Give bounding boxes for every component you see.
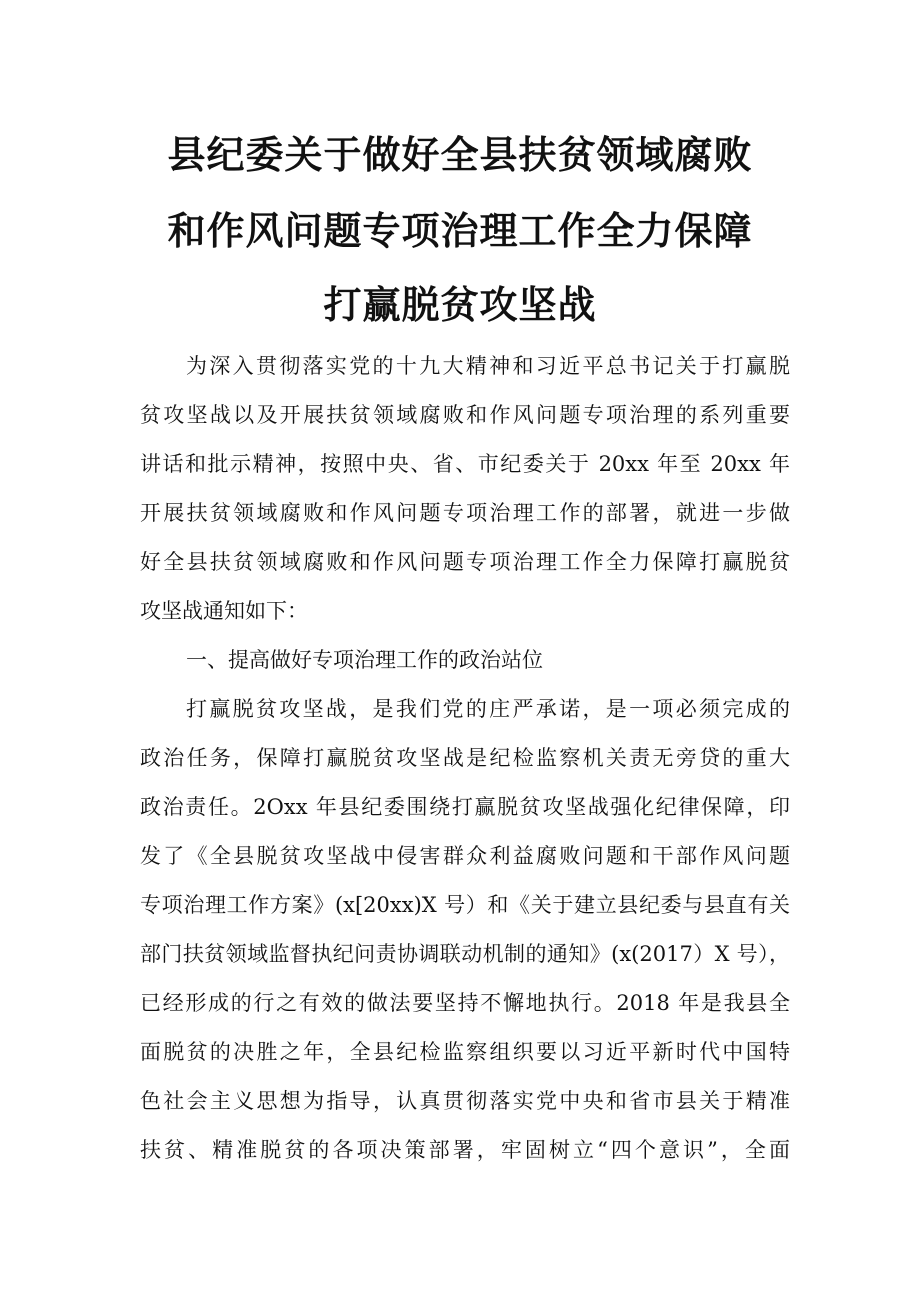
body-line: 发了《全县脱贫攻坚战中侵害群众利益腐败问题和干部作风问题 [140,844,790,868]
body-line: 打赢脱贫攻坚战，是我们党的庄严承诺，是一项必须完成的 [186,697,790,721]
body-line: 已经形成的行之有效的做法要坚持不懈地执行。2018 年是我县全 [140,991,790,1015]
document-title-line-3: 打赢脱贫攻坚战 [323,283,597,327]
body-line: 部门扶贫领域监督执纪问责协调联动机制的通知》(x(2017）X 号）， [140,942,790,966]
body-line: 为深入贯彻落实党的十九大精神和习近平总书记关于打赢脱 [186,354,790,378]
section-heading: 一、提高做好专项治理工作的政治站位 [186,648,543,672]
body-line: 攻坚战通知如下： [140,599,308,623]
document-title-line-2: 和作风问题专项治理工作全力保障 [167,209,753,253]
body-line: 专项治理工作方案》(x[20xx)X 号）和《关于建立县纪委与县直有关 [140,893,790,917]
body-line: 政治任务，保障打赢脱贫攻坚战是纪检监察机关责无旁贷的重大 [140,746,790,770]
body-line: 好全县扶贫领域腐败和作风问题专项治理工作全力保障打赢脱贫 [140,550,790,574]
body-line: 色社会主义思想为指导，认真贯彻落实党中央和省市县关于精准 [140,1089,790,1113]
body-line: 开展扶贫领域腐败和作风问题专项治理工作的部署，就进一步做 [140,501,790,525]
body-line: 面脱贫的决胜之年，全县纪检监察组织要以习近平新时代中国特 [140,1040,790,1064]
body-line: 扶贫、精准脱贫的各项决策部署，牢固树立“四个意识”，全面 [140,1138,790,1162]
body-line: 讲话和批示精神，按照中央、省、市纪委关于 20xx 年至 20xx 年 [140,452,790,476]
document-title-line-1: 县纪委关于做好全县扶贫领域腐败 [167,133,753,177]
body-line: 贫攻坚战以及开展扶贫领域腐败和作风问题专项治理的系列重要 [140,403,790,427]
body-line: 政治责任。2Oxx 年县纪委围绕打赢脱贫攻坚战强化纪律保障，印 [140,795,790,819]
